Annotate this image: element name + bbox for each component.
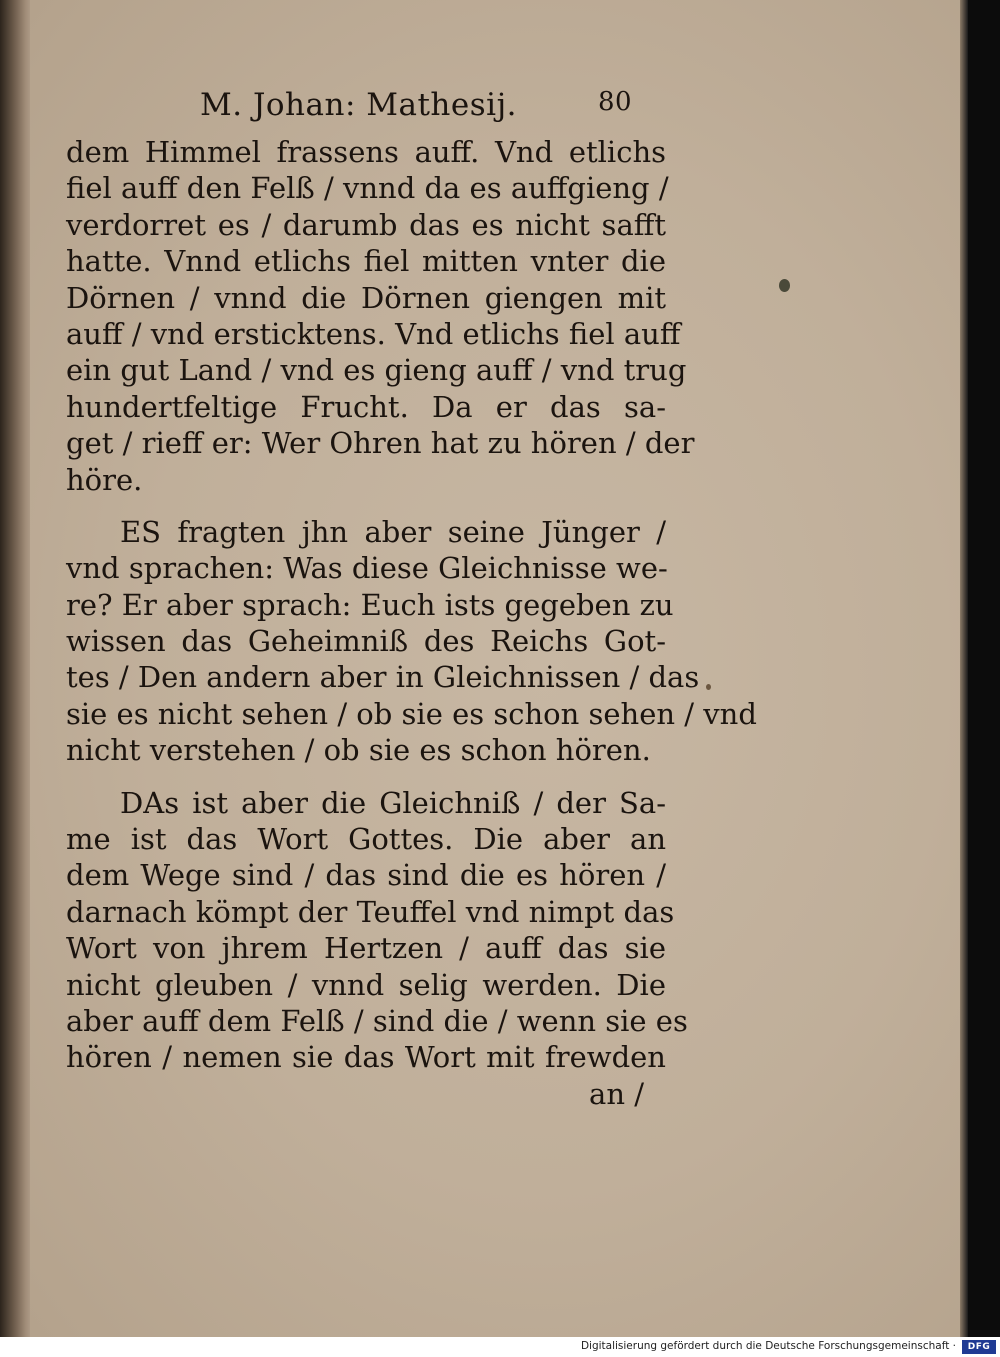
paragraph-2 <box>66 514 757 769</box>
text-line: ein gut Land / vnd es gieng auff / vnd trug <box>66 353 687 388</box>
text-line: höre. <box>66 462 143 497</box>
text-line: aber auff dem Felß / sind die / wenn sie es <box>66 1003 688 1038</box>
text-line: auff / vnd ersticktens. Vnd etlichs fiel auff <box>66 316 681 351</box>
text-line: ES fragten jhn aber seine Jünger / <box>120 514 666 549</box>
text-line: re? Er aber sprach: Euch ists gegeben zu <box>66 587 674 622</box>
page-number: 80 <box>598 87 633 117</box>
text-line: me ist das Wort Gottes. Die aber an <box>66 822 666 857</box>
text-line: wissen das Geheimniß des Reichs Got- <box>66 624 666 659</box>
text-line: hatte. Vnnd etlichs fiel mitten vnter die <box>66 244 666 279</box>
text-line: get / rieff er: Wer Ohren hat zu hören / der <box>66 426 695 461</box>
text-line: Dörnen / vnnd die Dörnen giengen mit <box>66 280 666 315</box>
text-line: hören / nemen sie das Wort mit frewden <box>66 1040 666 1075</box>
paragraph-gap <box>66 769 666 785</box>
page-edge <box>0 0 34 1337</box>
text-line: verdorret es / darumb das es nicht safft <box>66 207 666 242</box>
dfg-logo: DFG <box>962 1340 996 1354</box>
page-header <box>66 82 666 134</box>
stain-spot <box>779 279 790 292</box>
text-line: hundertfeltige Frucht. Da er das sa- <box>66 389 666 424</box>
text-line: DAs ist aber die Gleichniß / der Sa- <box>120 785 666 820</box>
text-line: tes / Den andern aber in Gleichnissen / das <box>66 660 700 695</box>
funding-credit: Digitalisierung gefördert durch die Deutsche Forschungsgemeinschaft · <box>580 1340 956 1352</box>
catchword: an / <box>589 1076 644 1111</box>
text-line: dem Himmel frassens auff. Vnd etlichs <box>66 135 666 169</box>
running-title: M. Johan: Mathesij. <box>200 87 518 123</box>
text-line: dem Wege sind / das sind die es hören / <box>66 858 666 893</box>
text-line: nicht gleuben / vnnd selig werden. Die <box>66 967 666 1002</box>
text-line: sie es nicht sehen / ob sie es schon sehen / vnd <box>66 696 757 731</box>
page-shadow <box>960 0 968 1337</box>
paragraph-3 <box>66 785 688 1076</box>
text-block <box>66 82 757 1112</box>
text-line: vnd sprachen: Was diese Gleichnisse we- <box>66 551 668 586</box>
text-line: nicht verstehen / ob sie es schon hören. <box>66 733 651 768</box>
stain-spot <box>706 684 711 690</box>
text-line: fiel auff den Felß / vnnd da es auffgieng / <box>66 171 669 206</box>
text-line: darnach kömpt der Teuffel vnd nimpt das <box>66 894 675 929</box>
paragraph-gap <box>66 498 666 514</box>
paragraph-1 <box>66 134 695 498</box>
text-line: Wort von jhrem Hertzen / auff das sie <box>66 931 666 966</box>
